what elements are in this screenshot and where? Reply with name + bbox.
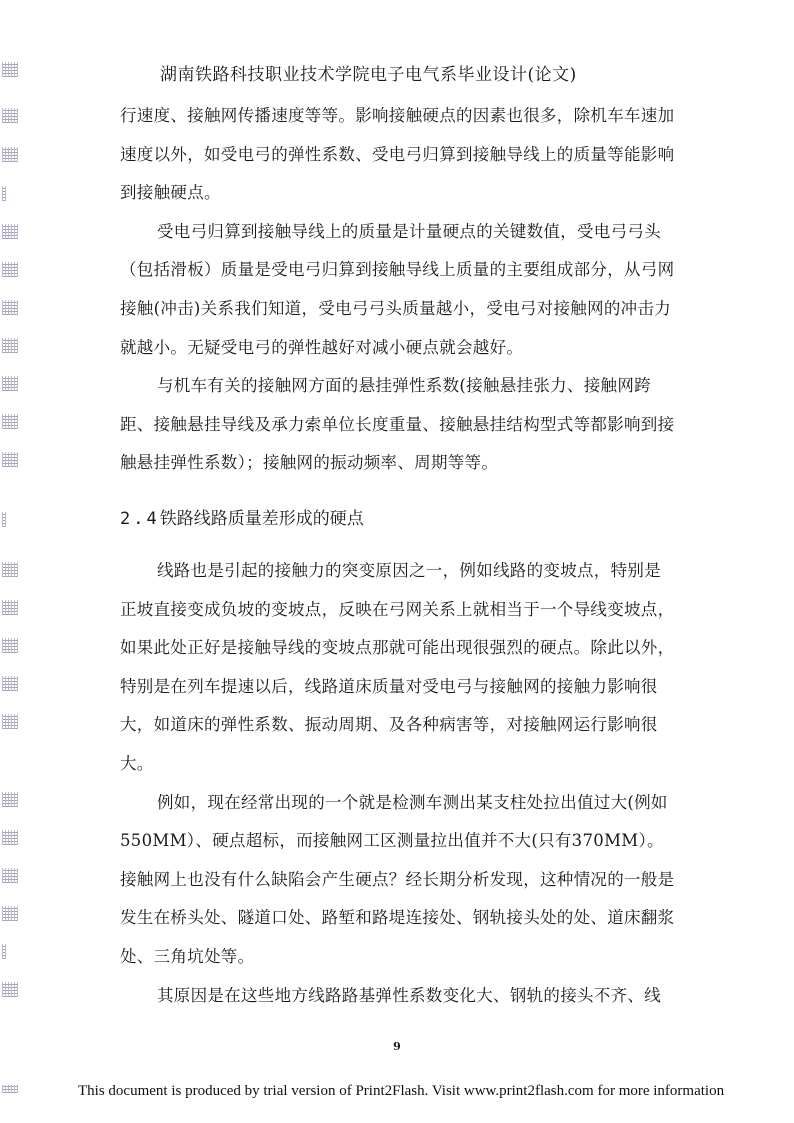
scan-artifact [2, 414, 18, 429]
scan-artifact [2, 338, 18, 353]
scan-artifact [2, 62, 18, 77]
scan-artifact [2, 906, 18, 921]
paragraph-3: 与机车有关的接触网方面的悬挂弹性系数(接触悬挂张力、接触网跨距、接触悬挂导线及承力索单位长度重量、接触悬挂结构型式等都影响到接触悬挂弹性系数）；接触网的振动频率、周期等等。 [120, 376, 675, 473]
scan-artifact [2, 108, 18, 123]
scan-artifact [2, 512, 6, 527]
scan-artifact [2, 868, 18, 883]
section-title: 铁路线路质量差形成的硬点 [159, 509, 364, 529]
scan-artifact [2, 300, 18, 315]
scan-artifact [2, 600, 18, 615]
scan-artifact [2, 676, 18, 691]
section-heading [120, 504, 364, 529]
scan-artifact [2, 792, 18, 807]
scan-artifact [2, 147, 18, 162]
scan-artifact [2, 982, 18, 997]
scan-artifact [2, 562, 18, 577]
body-text-bottom [120, 552, 676, 1015]
page-number: 9 [393, 1040, 401, 1053]
paragraph-6: 其原因是在这些地方线路路基弹性系数变化大、钢轨的接头不齐、线 [157, 985, 661, 1005]
scan-artifact [2, 638, 18, 653]
trial-version-notice: This document is produced by trial version of Print2Flash. Visit www.print2flash.com for more information [78, 1083, 725, 1099]
scan-artifact [2, 262, 18, 277]
paragraph-1: 行速度、接触网传播速度等等。影响接触硬点的因素也很多，除机车车速加速度以外，如受电弓的弹性系数、受电弓归算到接触导线上的质量等能影响到接触硬点。 [120, 106, 675, 203]
body-text-top [120, 97, 676, 483]
scan-artifact [2, 224, 18, 239]
scan-artifact [2, 714, 18, 729]
scan-artifact [2, 944, 6, 959]
paragraph-2: 受电弓归算到接触导线上的质量是计量硬点的关键数值，受电弓弓头（包括滑板）质量是受电弓归算到接触导线上质量的主要组成部分，从弓网接触(冲击)关系我们知道，受电弓弓头质量越小，受电弓对接触网的冲击力就越小。无疑受电弓的弹性越好对减小硬点就会越好。 [120, 221, 675, 357]
section-number: 2.4 [120, 509, 160, 529]
scan-artifact [2, 452, 18, 467]
scan-artifact [2, 830, 18, 845]
paragraph-4: 线路也是引起的接触力的突变原因之一，例如线路的变坡点，特别是正坡直接变成负坡的变坡点，反映在弓网关系上就相当于一个导线变坡点，如果此处正好是接触导线的变坡点那就可能出现很强烈的硬点。除此以外，特别是在列车提速以后，线路道床质量对受电弓与接触网的接触力影响很大，如道床的弹性系数、振动周期、及各种病害等，对接触网运行影响很大。 [120, 561, 675, 773]
paragraph-5: 例如，现在经常出现的一个就是检测车测出某支柱处拉出值过大(例如550MM）、硬点超标，而接触网工区测量拉出值并不大(只有370MM）。接触网上也没有什么缺陷会产生硬点？经长期分析发现，这种情况的一般是发生在桥头处、隧道口处、路堑和路堤连接处、钢轨接头处的处、道床翻浆处、三角坑处等。 [120, 792, 675, 966]
scan-artifact [2, 376, 18, 391]
margin-scan-marks [2, 0, 22, 1123]
running-header: 湖南铁路科技职业技术学院电子电气系毕业设计(论文) [160, 65, 577, 85]
scan-artifact [2, 1085, 18, 1093]
scan-artifact [2, 186, 6, 201]
